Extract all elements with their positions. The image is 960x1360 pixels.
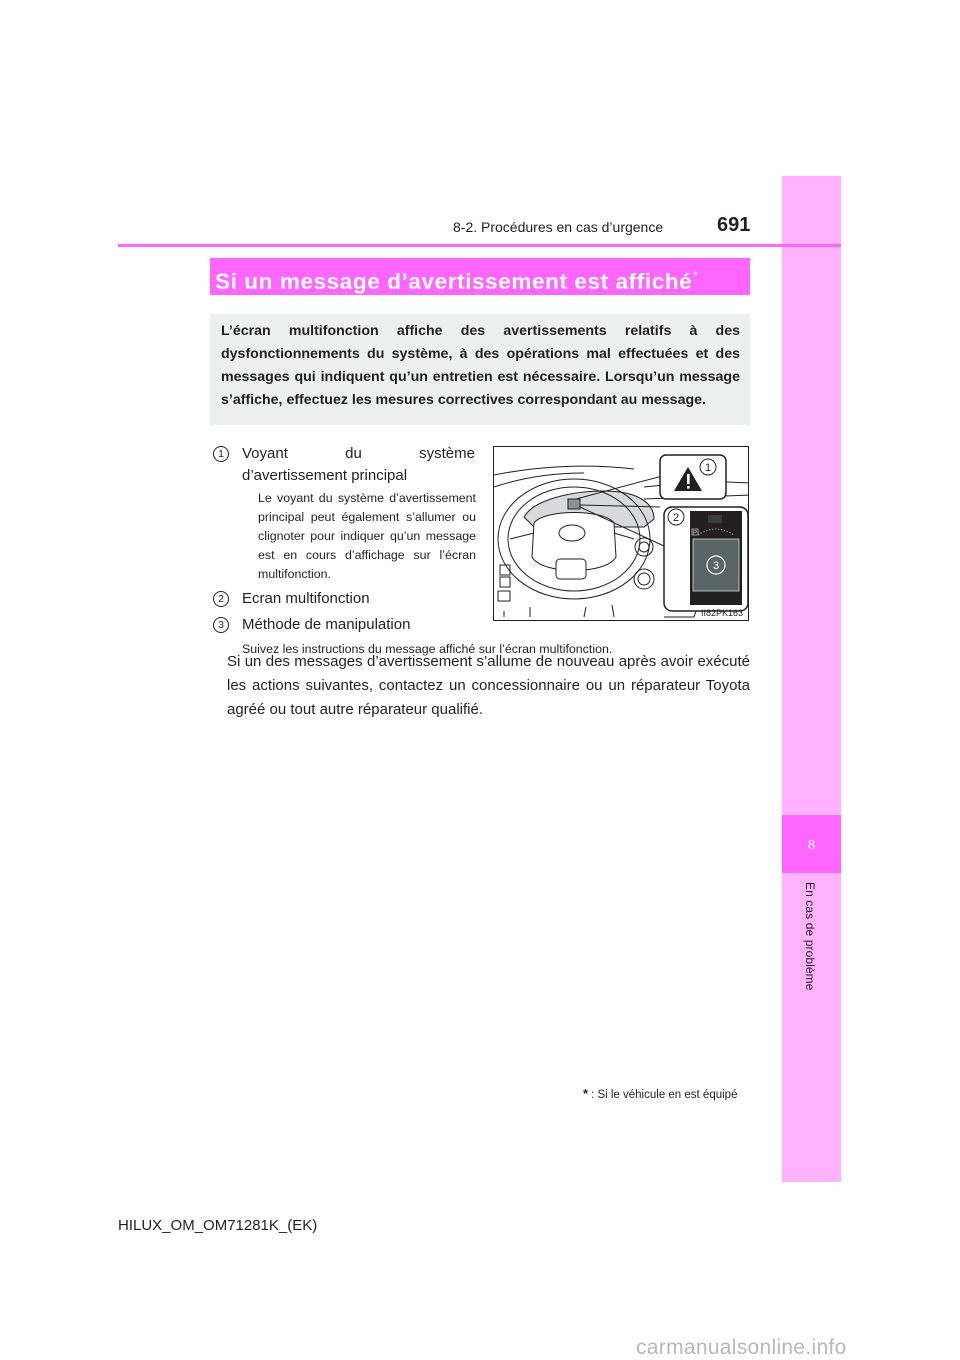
item-label: Méthode de manipulation — [242, 616, 411, 633]
steering-wheel-dashboard-drawing — [494, 447, 749, 621]
section-title-text: Si un message d’avertissement est affiché — [215, 269, 693, 294]
section-title — [210, 258, 750, 295]
item-description: Suivez les instructions du message affiché sur l’écran multifonction. — [242, 642, 613, 656]
svg-text:1: 1 — [704, 462, 712, 474]
page-number: 691 — [717, 214, 751, 236]
list-item — [213, 443, 475, 487]
list-item — [213, 588, 483, 610]
svg-text:2: 2 — [672, 512, 680, 524]
footnote — [583, 1086, 737, 1101]
body-paragraph: Si un des messages d’avertissement s’allume de nouveau après avoir exécuté les actions suivantes, contactez un concessionnaire ou un réparateur Toyota agréé ou tout autre réparateur qualifié. — [227, 653, 750, 718]
footnote-text: : Si le véhicule en est équipé — [591, 1089, 738, 1101]
chapter-number-tab — [782, 815, 841, 873]
svg-text:P: P — [693, 530, 698, 537]
svg-text:3: 3 — [712, 560, 720, 572]
figure-code: II82PK163 — [700, 608, 743, 618]
callout-number-3: 3 — [213, 617, 229, 633]
dashboard-illustration — [493, 446, 749, 621]
item-label: Ecran multifonction — [242, 590, 370, 607]
equipped-marker: * — [693, 270, 699, 282]
item-description: Le voyant du système d’avertissement principal peut également s’allumer ou clignoter pour indiquer qu’un message est en cours d’affichage sur l’écran multifonction. — [258, 491, 476, 581]
chapter-title: En cas de problème — [803, 882, 817, 991]
callout-number-1: 1 — [213, 446, 229, 462]
intro-box — [210, 314, 750, 425]
chapter-number: 8 — [807, 836, 816, 852]
section-breadcrumb: 8-2. Procédures en cas d’urgence — [453, 219, 664, 235]
document-code: HILUX_OM_OM71281K_(EK) — [118, 1217, 318, 1234]
callout-number-2: 2 — [213, 591, 229, 607]
asterisk-icon: * — [583, 1086, 589, 1101]
chapter-side-tab — [782, 176, 841, 1182]
watermark: carmanualsonline.info — [636, 1336, 847, 1359]
item-label: Voyant du système d’avertissement principal — [242, 445, 475, 484]
header-divider — [118, 244, 841, 247]
list-item — [213, 614, 513, 636]
intro-text: L’écran multifonction affiche des avertissements relatifs à des dysfonctionnements du système, à des opérations mal effectuées et des messages qui indiquent qu’un entretien est nécessaire. Lorsqu’un message s’affiche, effectuez les mesures correctives correspondant au message. — [221, 323, 740, 408]
